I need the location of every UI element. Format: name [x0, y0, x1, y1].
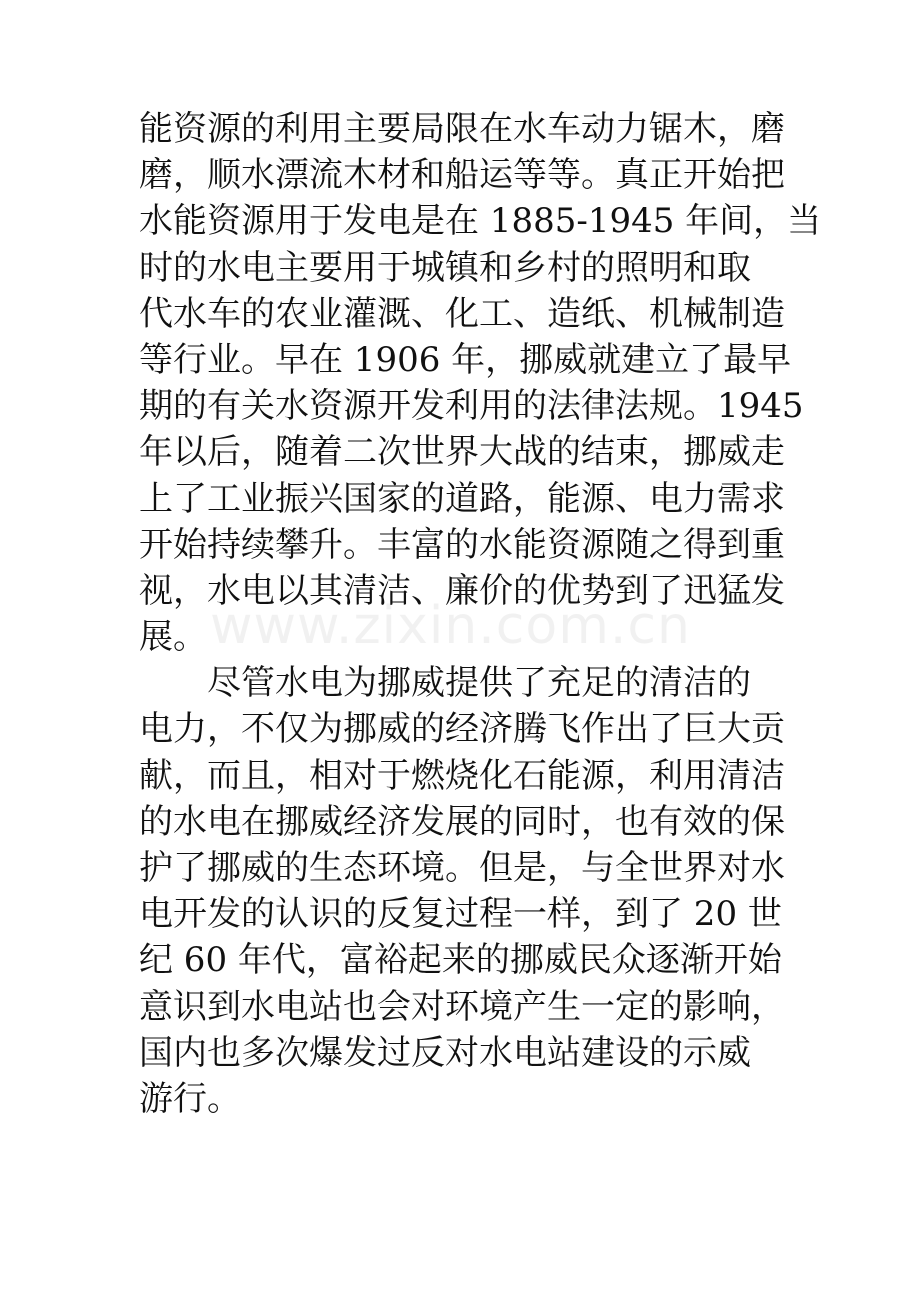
- text-line-16: 的水电在挪威经济发展的同时，也有效的保: [139, 801, 785, 842]
- text-line-12: 展。: [139, 617, 207, 658]
- text-line-8: 年以后，随着二次世界大战的结束，挪威走: [139, 432, 785, 473]
- text-line-1: 能资源的利用主要局限在水车动力锯木，磨: [139, 109, 785, 149]
- text-line-20: 意识到水电站也会对环境产生一定的影响，: [139, 986, 785, 1027]
- text-line-4: 时的水电主要用于城镇和乡村的照明和取: [139, 247, 751, 288]
- text-line-7: 期的有关水资源开发利用的法律法规。1945: [139, 386, 804, 427]
- body-text: [139, 106, 822, 1122]
- watermark: www.zixin.com.cn: [210, 596, 691, 656]
- text-line-19: 纪 60 年代，富裕起来的挪威民众逐渐开始: [139, 940, 782, 981]
- text-line-3: 水能资源用于发电是在 1885-1945 年间，当: [139, 201, 822, 242]
- text-line-18: 电开发的认识的反复过程一样，到了 20 世: [139, 894, 782, 935]
- text-line-14: 电力，不仅为挪威的经济腾飞作出了巨大贡: [139, 709, 785, 750]
- text-line-10: 开始持续攀升。丰富的水能资源随之得到重: [139, 524, 785, 565]
- text-line-9: 上了工业振兴国家的道路，能源、电力需求: [139, 478, 785, 519]
- text-line-22: 游行。: [139, 1078, 241, 1119]
- text-line-11: 视，水电以其清洁、廉价的优势到了迅猛发: [139, 570, 785, 611]
- text-line-2: 磨，顺水漂流木材和船运等等。真正开始把: [139, 155, 785, 196]
- text-line-5: 代水车的农业灌溉、化工、造纸、机械制造: [139, 293, 785, 334]
- text-line-6: 等行业。早在 1906 年，挪威就建立了最早: [139, 339, 792, 380]
- text-line-21: 国内也多次爆发过反对水电站建设的示威: [139, 1032, 751, 1073]
- text-line-13: 尽管水电为挪威提供了充足的清洁的: [207, 663, 751, 704]
- text-line-15: 献，而且，相对于燃烧化石能源，利用清洁: [139, 755, 785, 796]
- text-line-17: 护了挪威的生态环境。但是，与全世界对水: [139, 848, 785, 888]
